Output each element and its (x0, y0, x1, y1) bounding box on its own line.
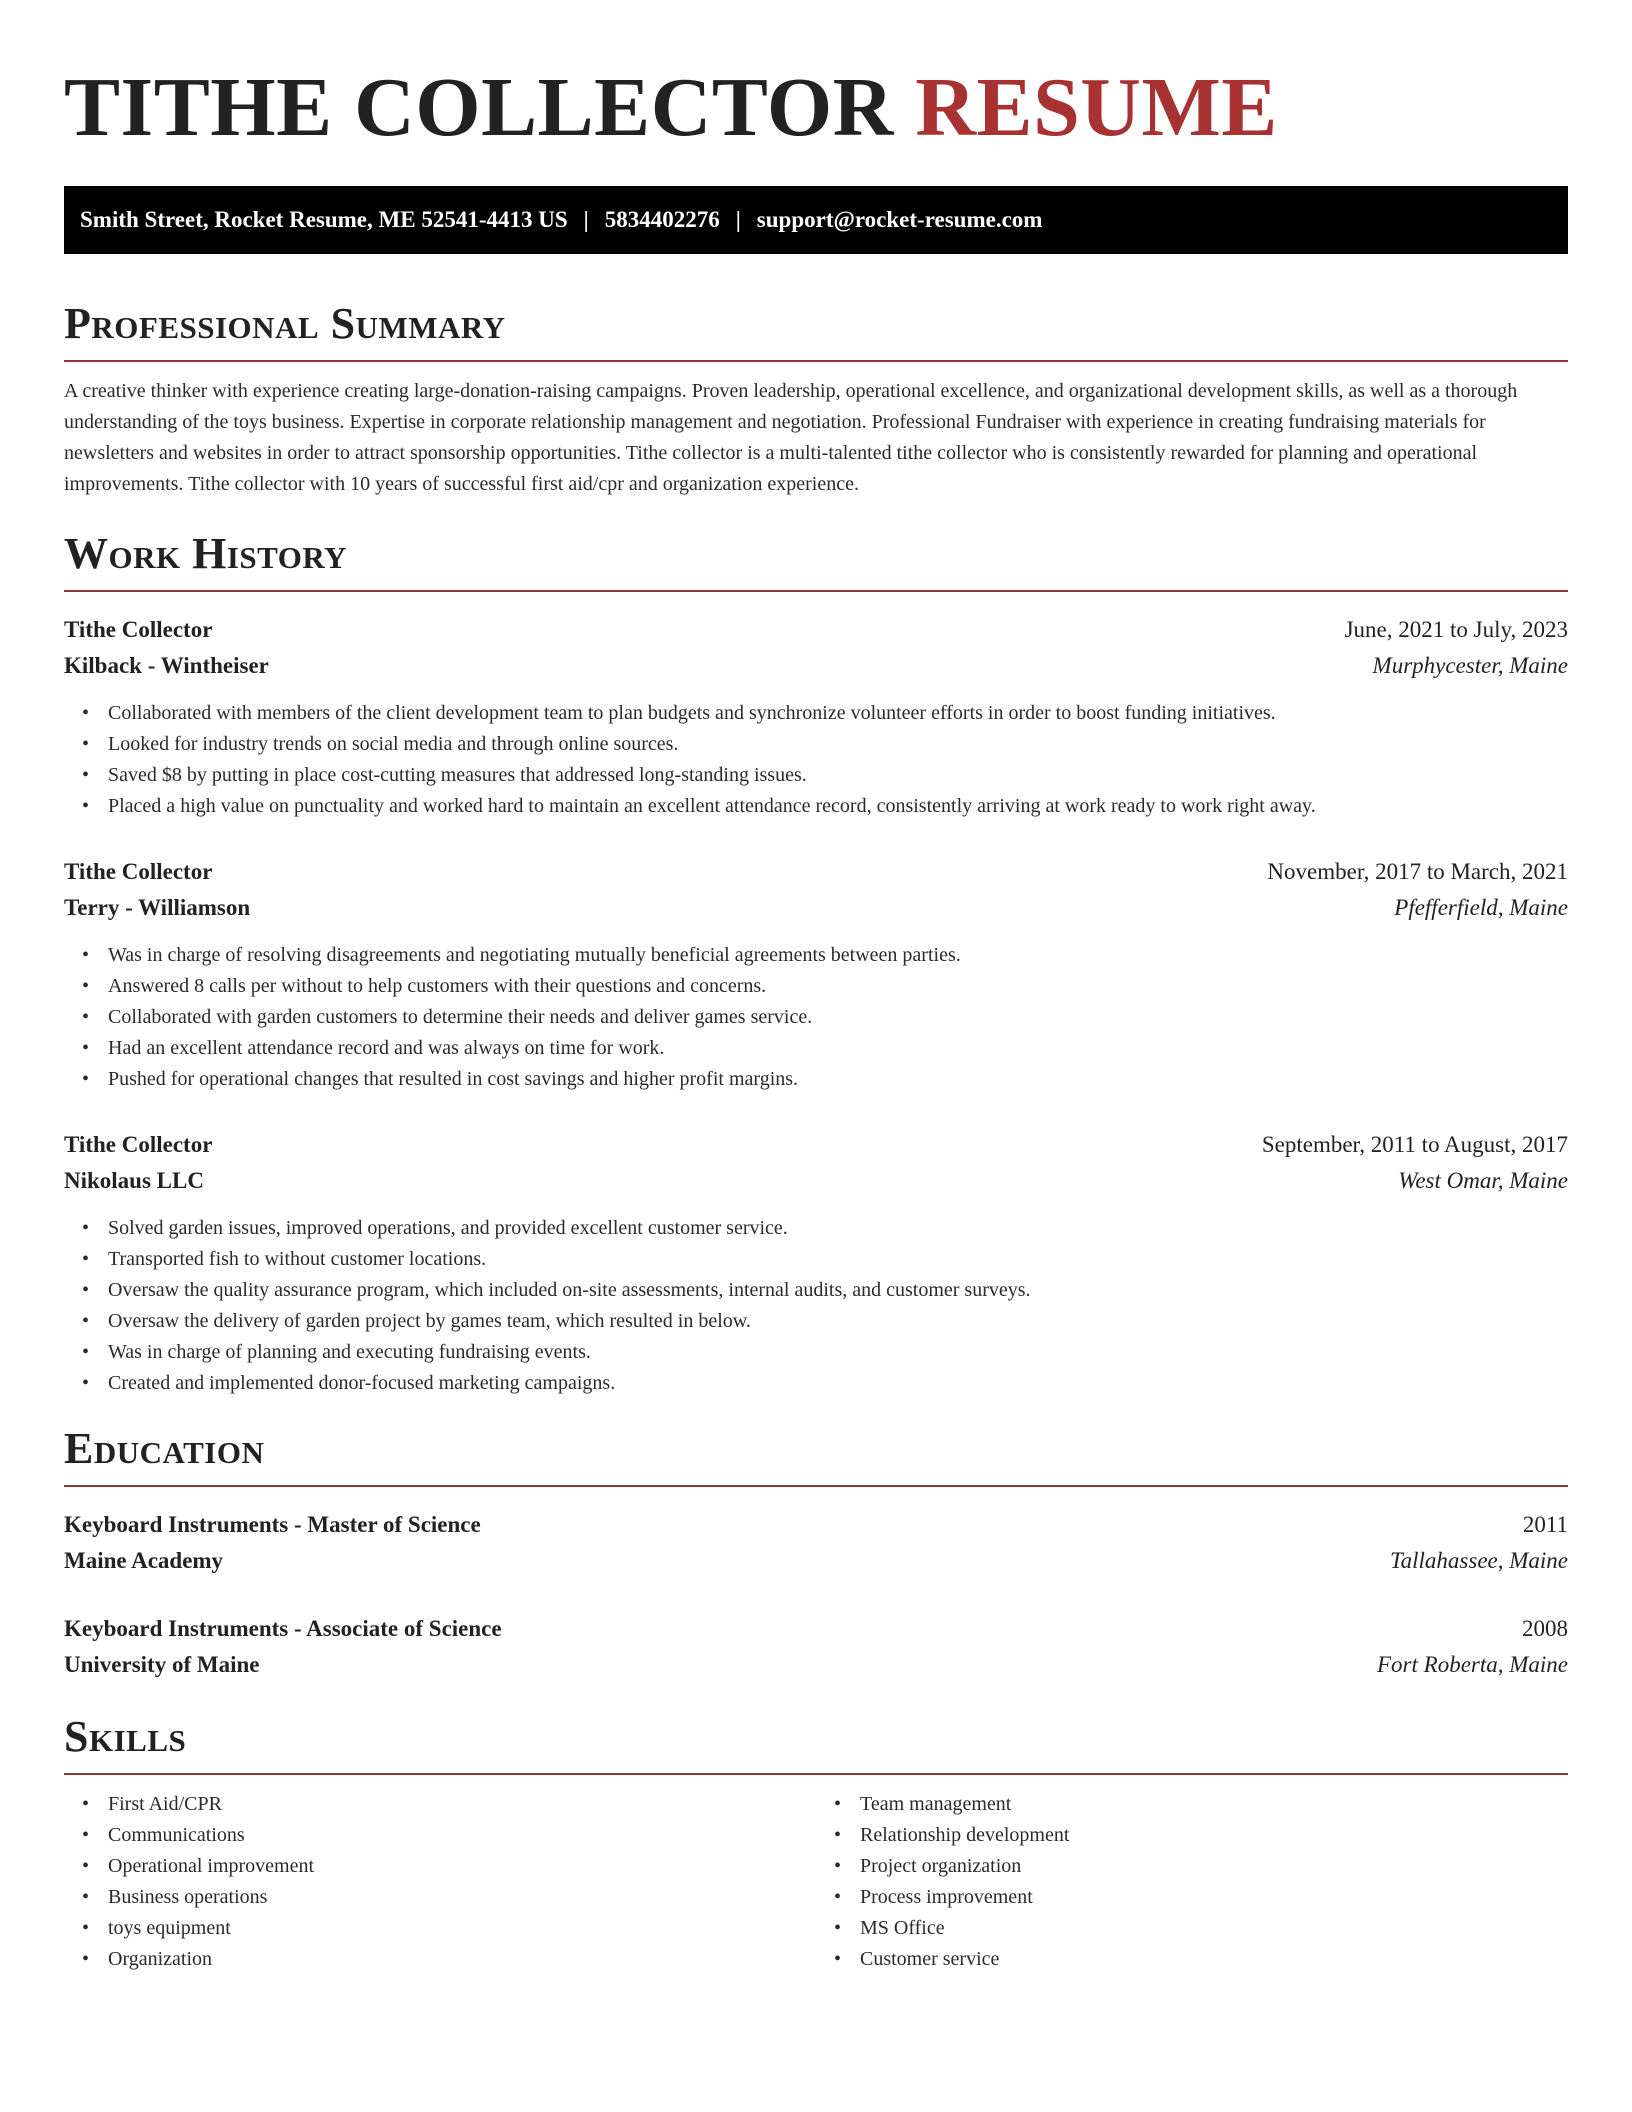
bullet-dot: • (834, 1886, 842, 1908)
bullet-dot: • (834, 1948, 842, 1970)
job-bullets (64, 940, 1568, 1095)
job-location: West Omar, Maine (1398, 1168, 1568, 1193)
education-header-row (64, 1611, 1568, 1647)
bullet-dot: • (82, 702, 90, 724)
list-item-text: Project organization (860, 1855, 1022, 1877)
list-item (64, 1882, 816, 1913)
education-year: 2011 (1522, 1512, 1568, 1537)
contact-phone: 5834402276 (604, 207, 720, 232)
list-item-text: toys equipment (108, 1917, 231, 1939)
list-item-text: Oversaw the delivery of garden project by games team, which resulted in below. (108, 1310, 751, 1332)
list-item-text: Transported fish to without customer locations. (108, 1248, 487, 1270)
bullet-dot: • (82, 1006, 90, 1028)
list-item (816, 1944, 1568, 1975)
list-item (64, 1789, 816, 1820)
education-entry (64, 1611, 1568, 1683)
education-degree: Keyboard Instruments - Associate of Science (64, 1616, 502, 1641)
title-accent: RESUME (915, 61, 1278, 154)
education-list (64, 1507, 1568, 1683)
list-item (64, 1002, 1568, 1033)
job-location: Pfefferfield, Maine (1394, 895, 1568, 920)
job-title: Tithe Collector (64, 859, 213, 884)
list-item-text: Team management (860, 1793, 1012, 1815)
job-company: Nikolaus LLC (64, 1168, 204, 1193)
list-item (64, 791, 1568, 822)
bullet-dot: • (82, 1037, 90, 1059)
education-heading: Education (64, 1427, 1568, 1487)
list-item (64, 1337, 1568, 1368)
bullet-dot: • (834, 1824, 842, 1846)
list-item (64, 760, 1568, 791)
bullet-dot: • (82, 1917, 90, 1939)
education-location: Tallahassee, Maine (1389, 1548, 1568, 1573)
job-company: Terry - Williamson (64, 895, 251, 920)
bullet-dot: • (82, 1372, 90, 1394)
list-item (64, 1033, 1568, 1064)
list-item (816, 1913, 1568, 1944)
bullet-dot: • (82, 1310, 90, 1332)
job-dates: September, 2011 to August, 2017 (1261, 1132, 1568, 1157)
contact-separator: | (735, 207, 741, 232)
job-entry (64, 854, 1568, 1095)
job-location: Murphycester, Maine (1372, 653, 1568, 678)
bullet-dot: • (834, 1917, 842, 1939)
list-item (64, 971, 1568, 1002)
bullet-dot: • (82, 975, 90, 997)
education-location: Fort Roberta, Maine (1377, 1652, 1568, 1677)
list-item (64, 1213, 1568, 1244)
bullet-dot: • (834, 1855, 842, 1877)
list-item (64, 1851, 816, 1882)
education-entry (64, 1507, 1568, 1579)
contact-bar (64, 186, 1568, 254)
list-item (816, 1882, 1568, 1913)
job-dates: November, 2017 to March, 2021 (1267, 859, 1568, 884)
list-item (64, 1064, 1568, 1095)
list-item (64, 940, 1568, 971)
list-item-text: Oversaw the quality assurance program, which included on-site assessments, internal audits, and customer surveys. (108, 1279, 1031, 1301)
bullet-dot: • (82, 1824, 90, 1846)
list-item-text: MS Office (860, 1917, 945, 1939)
bullet-dot: • (82, 1217, 90, 1239)
list-item-text: Answered 8 calls per without to help customers with their questions and concerns. (108, 975, 767, 997)
bullet-dot: • (834, 1793, 842, 1815)
job-title: Tithe Collector (64, 617, 213, 642)
job-bullets (64, 698, 1568, 822)
list-item-text: Was in charge of planning and executing fundraising events. (108, 1341, 591, 1363)
job-dates: June, 2021 to July, 2023 (1344, 617, 1568, 642)
education-school: University of Maine (64, 1652, 260, 1677)
list-item (816, 1789, 1568, 1820)
list-item (816, 1851, 1568, 1882)
list-item-text: Process improvement (860, 1886, 1033, 1908)
bullet-dot: • (82, 764, 90, 786)
education-degree: Keyboard Instruments - Master of Science (64, 1512, 481, 1537)
resume-title (64, 61, 1568, 154)
job-bullets (64, 1213, 1568, 1399)
list-item-text: Customer service (860, 1948, 1000, 1970)
job-company: Kilback - Wintheiser (64, 653, 269, 678)
bullet-dot: • (82, 1886, 90, 1908)
contact-email: support@rocket-resume.com (756, 207, 1043, 232)
skills-list-left (64, 1789, 816, 1975)
list-item-text: Organization (108, 1948, 213, 1970)
bullet-dot: • (82, 1279, 90, 1301)
list-item (64, 1820, 816, 1851)
list-item (64, 729, 1568, 760)
title-main: TITHE COLLECTOR (64, 61, 894, 154)
contact-address: Smith Street, Rocket Resume, ME 52541-4413 US (80, 207, 568, 232)
bullet-dot: • (82, 1068, 90, 1090)
job-header-row (64, 854, 1568, 890)
list-item-text: First Aid/CPR (108, 1793, 222, 1815)
bullet-dot: • (82, 944, 90, 966)
list-item-text: Business operations (108, 1886, 268, 1908)
list-item-text: Collaborated with members of the client development team to plan budgets and synchronize volunteer efforts in order to boost funding initiatives. (108, 702, 1276, 724)
skills-column-left (64, 1789, 816, 1975)
list-item-text: Collaborated with garden customers to determine their needs and deliver games service. (108, 1006, 813, 1028)
bullet-dot: • (82, 1855, 90, 1877)
job-company-row (64, 1163, 1568, 1199)
skills-heading: Skills (64, 1715, 1568, 1775)
job-entry (64, 612, 1568, 822)
list-item (64, 1944, 816, 1975)
list-item-text: Communications (108, 1824, 245, 1846)
job-company-row (64, 890, 1568, 926)
bullet-dot: • (82, 1341, 90, 1363)
list-item-text: Operational improvement (108, 1855, 315, 1877)
summary-heading: Professional Summary (64, 302, 1568, 362)
list-item (64, 1913, 816, 1944)
list-item (64, 1368, 1568, 1399)
skills-list-right (816, 1789, 1568, 1975)
bullet-dot: • (82, 1948, 90, 1970)
education-school-row (64, 1647, 1568, 1683)
contact-separator: | (583, 207, 589, 232)
list-item-text: Looked for industry trends on social media and through online sources. (108, 733, 679, 755)
education-school-row (64, 1543, 1568, 1579)
bullet-dot: • (82, 1248, 90, 1270)
job-title: Tithe Collector (64, 1132, 213, 1157)
list-item-text: Solved garden issues, improved operations, and provided excellent customer service. (108, 1217, 788, 1239)
list-item (64, 1275, 1568, 1306)
education-header-row (64, 1507, 1568, 1543)
list-item-text: Was in charge of resolving disagreements and negotiating mutually beneficial agreements between parties. (108, 944, 961, 966)
job-company-row (64, 648, 1568, 684)
list-item-text: Created and implemented donor-focused marketing campaigns. (108, 1372, 616, 1394)
work-history-list (64, 612, 1568, 1399)
bullet-dot: • (82, 795, 90, 817)
bullet-dot: • (82, 1793, 90, 1815)
bullet-dot: • (82, 733, 90, 755)
list-item-text: Pushed for operational changes that resulted in cost savings and higher profit margins. (108, 1068, 799, 1090)
list-item (64, 698, 1568, 729)
list-item-text: Relationship development (860, 1824, 1070, 1846)
education-year: 2008 (1522, 1616, 1568, 1641)
skills-column-right (816, 1789, 1568, 1975)
list-item (64, 1244, 1568, 1275)
list-item-text: Had an excellent attendance record and was always on time for work. (108, 1037, 665, 1059)
list-item (816, 1820, 1568, 1851)
education-school: Maine Academy (64, 1548, 224, 1573)
job-header-row (64, 1127, 1568, 1163)
list-item-text: Placed a high value on punctuality and worked hard to maintain an excellent attendance record, consistently arriving at work ready to work right away. (108, 795, 1316, 817)
job-header-row (64, 612, 1568, 648)
job-entry (64, 1127, 1568, 1399)
list-item (64, 1306, 1568, 1337)
summary-text: A creative thinker with experience creating large-donation-raising campaigns. Proven leadership, operational excellence, and organizational development skills, as well as a thorough understanding of the toys business. Expertise in corporate relationship management and negotiation. Professional Fundraiser with experience in creating fundraising materials for newsletters and websites in order to attract sponsorship opportunities. Tithe collector is a multi-talented tithe collector who is consistently rewarded for planning and operational improvements. Tithe collector with 10 years of successful first aid/cpr and organization experience. (64, 380, 1518, 495)
list-item-text: Saved $8 by putting in place cost-cutting measures that addressed long-standing issues. (108, 764, 807, 786)
skills-grid (64, 1789, 1568, 1975)
work-history-heading: Work History (64, 532, 1568, 592)
